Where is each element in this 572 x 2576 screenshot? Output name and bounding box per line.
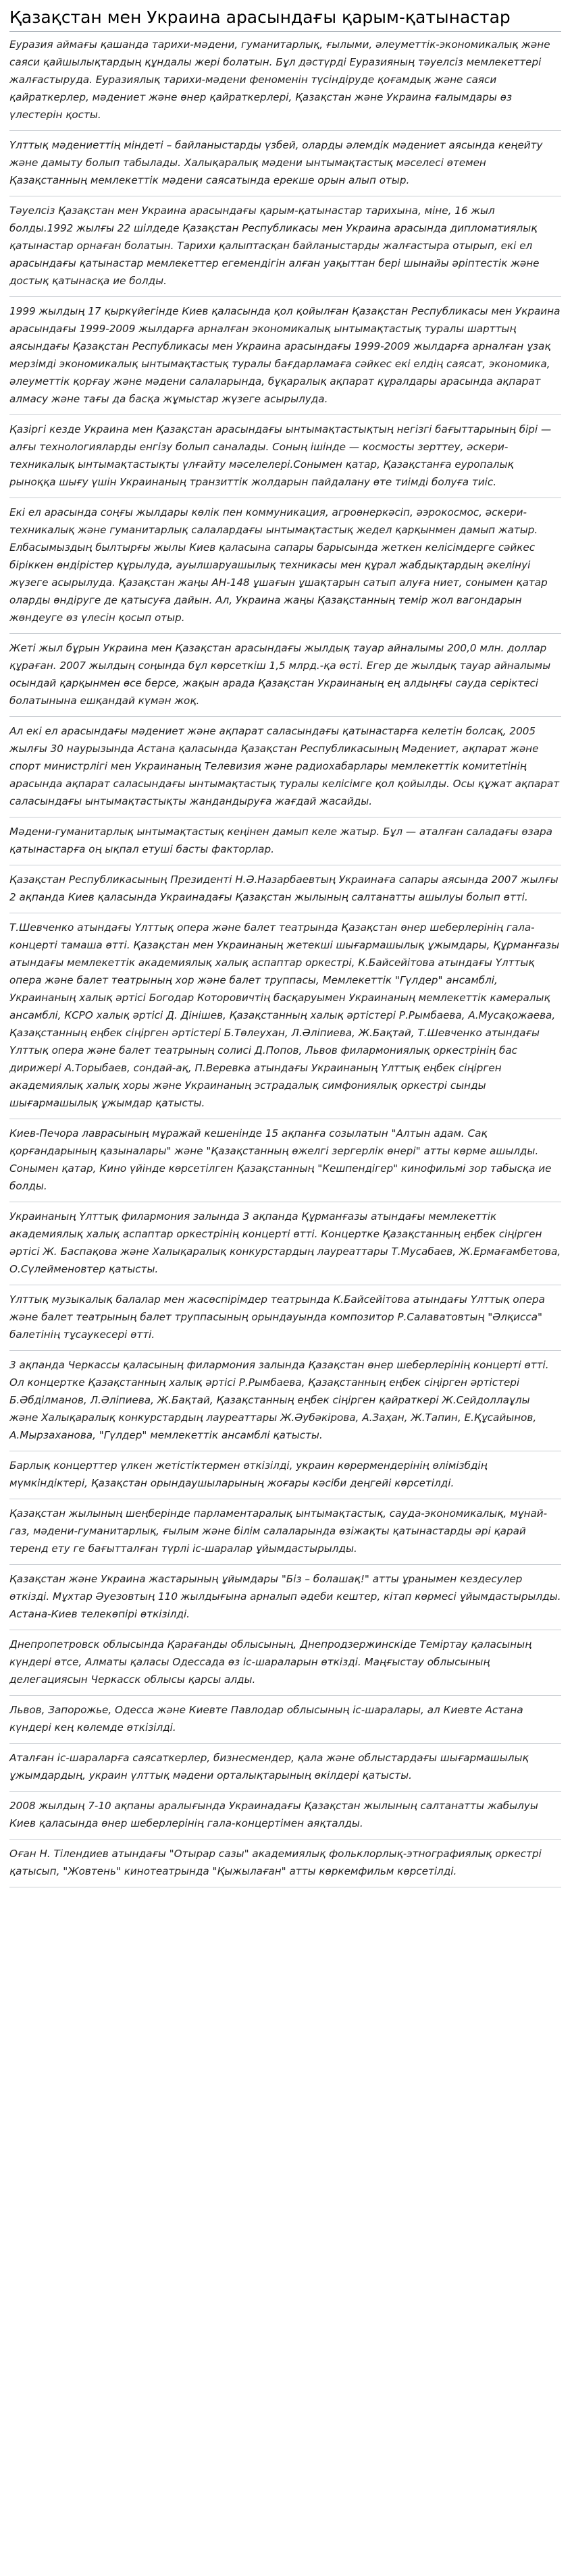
paragraph-3: Тәуелсіз Қазақстан мен Украина арасындағы қарым-қатынастар тарихына, міне, 16 жыл болды.1992 жылғы 22 шілдеде Қазақстан Республикасы мен Украина арасында дипломатиялық қатынастар орнаған болатын. Тарихи қалыптасқан байланыстарды жалғастыра отырып, екі ел арасындағы қатынастар мемлекеттер егемендігін алған уақыттан бері шынайы әріптестік және достық қатынасқа ие болды. xyxy=(9,196,561,297)
paragraph-14: Үлттық музыкалық балалар мен жасөспірімдер театрында К.Байсейітова атындағы Үлттық опера және балет театрының балет труппасының орындауында композитор Р.Салаватовтың "Әлқисса" балетінің тұсаукесері өтті. xyxy=(9,1285,561,1351)
paragraph-16: Барлық концерттер үлкен жетістіктермен өткізілді, украин көрермендерінің өлімізбдің мүмкіндіктері, Қазақстан орындаушыларының жоғары кәсіби деңгейі көрсетілді. xyxy=(9,1451,561,1499)
paragraph-11: Т.Шевченко атындағы Үлттық опера және балет театрында Қазақстан өнер шеберлерінің гала-концерті тамаша өтті. Қазақстан мен Украинаның жетекші шығармашылық ұжымдары, Құрманғазы атындағы мемлекеттік академиялық халық аспаптар оркестрі, К.Байсейітова атындағы Үлттық опера және балет театрының хор және балет труппасы, Мемлекеттік "Гүлдер" ансамблі, Украинаның халық әртісі Богодар Которовичтің басқаруымен Украинаның мемлекеттік камералық ансамблі, КСРО халық әртісі Д. Дінішев, Қазақстанның халық әртістері Р.Рымбаева, А.Мусақожаева, Қазақстанның еңбек сіңірген әртістері Б.Төлеухан, Л.Әліпиева, Ж.Бақтай, Т.Шевченко атындағы Үлттық опера және балет театрының солисі Д.Попов, Львов филармониялық оркестрінің бас дирижері А.Торыбаев, сондай-ақ, П.Веревка атындағы Украинаның Үлттық еңбек сіңірген академиялық халық хоры және Украинаның эстрадалық симфониялық оркестрі сынды шығармашылық ұжымдар қатысты. xyxy=(9,913,561,1119)
paragraph-8: Ал екі ел арасындағы мәдениет және ақпарат саласындағы қатынастарға келетін болсақ, 2005 жылғы 30 наурызында Астана қаласында Қазақстан Республикасының Мәдениет, ақпарат және спорт министрлігі мен Украинаның Телевизия және радиохабарлары мемлекеттік комитетінің арасында ақпарат саласындағы ынтымақтастық туралы келісімге қол қойылды. Осы құжат ақпарат саласындағы ынтымақтастықты жандандыруға жағдай жасайды. xyxy=(9,717,561,817)
paragraph-10: Қазақстан Республикасының Президенті Н.Ә.Назарбаевтың Украинаға сапары аясында 2007 жылғы 2 ақпанда Киев қаласында Украинадағы Қазақстан жылының салтанатты ашылуы болып өтті. xyxy=(9,865,561,913)
paragraph-7: Жеті жыл бұрын Украина мен Қазақстан арасындағы жылдық тауар айналымы 200,0 млн. доллар құраған. 2007 жылдың соңында бұл көрсеткіш 1,5 млрд.-қа өсті. Егер де жылдық тауар айналымы осындай қарқынмен өсе берсе, жақын арада Қазақстан Украинаның ең алдыңғы сауда серіктесі болатынына ешқандай күмән жоқ. xyxy=(9,634,561,717)
paragraph-17: Қазақстан жылының шеңберінде парламентаралық ынтымақтастық, сауда-экономикалық, мұнай-газ, мәдени-гуманитарлық, ғылым және білім салаларында өзіжақты қатынастарды әрі қарай теренд ету ге бағытталған түрлі іс-шаралар ұйымдастырылды. xyxy=(9,1499,561,1565)
paragraph-20: Львов, Запорожье, Одесса және Киевте Павлодар облысының іс-шаралары, ал Киевте Астана күндері кең көлемде өткізілді. xyxy=(9,1696,561,1744)
paragraph-4: 1999 жылдың 17 қыркүйегінде Киев қаласында қол қойылған Қазақстан Республикасы мен Украина арасындағы 1999-2009 жылдарға арналған экономикалық ынтымақтастық туралы шарттың аясындағы Қазақстан Республикасы мен Украина арасындағы 1999-2009 жылдарға арналған ұзақ мерзімді экономикалық ынтымақтастық туралы бағдарламаға сәйкес екі елдің саясат, экономика, әлеуметтік қорғау және мәдени салаларында, бұқаралық ақпарат құралдары арасында ақпарат алмасу және тағы да басқа жұмыстар жүзеге асырылуда. xyxy=(9,297,561,415)
paragraph-6: Екі ел арасында соңғы жылдары көлік пен коммуникация, агроөнеркәсіп, әэрокосмос, әскери-техникалық және гуманитарлық салалардағы ынтымақтастық жедел қарқынмен дамып жатыр. Елбасымыздың былтырғы жылы Киев қаласына сапары барысында жеткен келісімдерге сәйкес біріккен өндірістер құрылуда, ауылшаруашылық техникасы мен құрал жабдықтардың әкелінуі жүзеге асырылуда. Қазақстан жаңы АН-148 ұшағын ұшақтарын сатып алуға ниет, сонымен қатар оларды өндіруге де қатысуға дайын. Ал, Украина жаңы Қазақстанның темір жол вагондарын жөндеуге өз үлесін қосып отыр. xyxy=(9,498,561,634)
paragraph-5: Қазіргі кезде Украина мен Қазақстан арасындағы ынтымақтастықтың негізгі бағыттарының бірі — алғы технологияларды енгізу болып саналады. Соның ішінде — космосты зерттеу, әскери-техникалық ынтымақтастықты үлғайту мәселелері.Сонымен қатар, Қазақстанға еуропалық рыноққа шығу үшін Украинаның транзиттік жолдарын пайдалану өте тиімді болуға тиіс. xyxy=(9,415,561,498)
paragraph-1: Еуразия аймағы қашанда тарихи-мәдени, гуманитарлық, ғылыми, әлеуметтік-экономикалық және саяси қайшылықтардың құндалы жері болатын. Бұл дәстүрді Еуразияның тәуелсіз мемлекеттері жалғастыруда. Еуразиялық тарихи-мәдени феноменін түсіндіруде қоғамдық және саяси қайраткерлер, мәдениет және өнер қайраткерлері, Қазақстан және Украина ғалымдары өз үлестерін қосты. xyxy=(9,34,561,131)
paragraph-18: Қазақстан және Украина жастарының ұйымдары "Біз – болашақ!" атты ұранымен кездесулер өткізді. Мұхтар Әуезовтың 110 жылдығына арналып әдеби кештер, кітап көрмесі ұйымдастырылды. Астана-Киев телекөпірі өткізілді. xyxy=(9,1565,561,1630)
article-body xyxy=(9,34,561,1887)
paragraph-19: Днепропетровск облысында Қарағанды облысының, Днепродзержинскіде Теміртау қаласының күндері өтсе, Алматы қаласы Одессада өз іс-шараларын өткізді. Маңғыстау облысының делегациясын Черкасск облысы қарсы алды. xyxy=(9,1630,561,1696)
page-title: Қазақстан мен Украина арасындағы қарым-қатынастар xyxy=(9,7,561,32)
paragraph-23: Оған Н. Тілендиев атындағы "Отырар сазы" академиялық фольклорлық-этнографиялық оркестрі қатысып, "Жовтень" кинотеатрында "Қыжылаған" атты көркемфильм көрсетілді. xyxy=(9,1840,561,1887)
paragraph-2: Үлттық мәдениеттің міндеті – байланыстарды үзбей, оларды әлемдік мәдениет аясында кеңейту және дамыту болып табылады. Халықаралық мәдени ынтымақтастық мәселесі өтемен Қазақстанның мемлекеттік мәдени саясатында ерекше орын алып отыр. xyxy=(9,131,561,196)
paragraph-22: 2008 жылдың 7-10 ақпаны аралығында Украинадағы Қазақстан жылының салтанатты жабылуы Киев қаласында өнер шеберлерінің гала-концертімен аяқталды. xyxy=(9,1792,561,1840)
paragraph-21: Аталған іс-шараларға саясаткерлер, бизнесмендер, қала және облыстардағы шығармашылық ұжымдардың, украин үлттық мәдени орталықтарының өкілдері қатысты. xyxy=(9,1744,561,1792)
paragraph-12: Киев-Печора лаврасының мұражай кешенінде 15 ақпанға созылатын "Алтын адам. Сақ қорғандарының қазыналары" және "Қазақстанның өжелгі зергерлік өнері" атты көрме ашылды. Сонымен қатар, Кино үйінде көрсетілген Қазақстанның "Кешпендігер" кинофильмі зор табысқа ие болды. xyxy=(9,1119,561,1202)
paragraph-9: Мәдени-гуманитарлық ынтымақтастық кеңінен дамып келе жатыр. Бұл — аталған саладағы өзара қатынастарға оң ықпал етуші басты факторлар. xyxy=(9,817,561,865)
paragraph-13: Украинаның Үлттық филармония залында 3 ақпанда Құрманғазы атындағы мемлекеттік академиялық халық аспаптар оркестрінің концерті өтті. Концертке Қазақстанның еңбек сіңірген әртісі Ж. Баспақова және Халықаралық конкурстардың лауреаттары Т.Мусабаев, Ж.Ермағамбетова, О.Сүлейменовтер қатысты. xyxy=(9,1202,561,1285)
paragraph-15: 3 ақпанда Черкассы қаласының филармония залында Қазақстан өнер шеберлерінің концерті өтті. Ол концертке Қазақстанның халық әртісі Р.Рымбаева, Қазақстанның еңбек сіңірген әртістері Б.Әбділманов, Л.Әліпиева, Ж.Бақтай, Қазақстанның еңбек сіңірген қайраткері Ж.Сейдоллаұлы және Халықаралық конкурстардың лауреаттары Ж.Әубәкірова, А.Заҳан, Ж.Тапин, Е.Құсайынов, А.Мырзаханова, "Гүлдер" мемлекеттік ансамблі қатысты. xyxy=(9,1351,561,1451)
